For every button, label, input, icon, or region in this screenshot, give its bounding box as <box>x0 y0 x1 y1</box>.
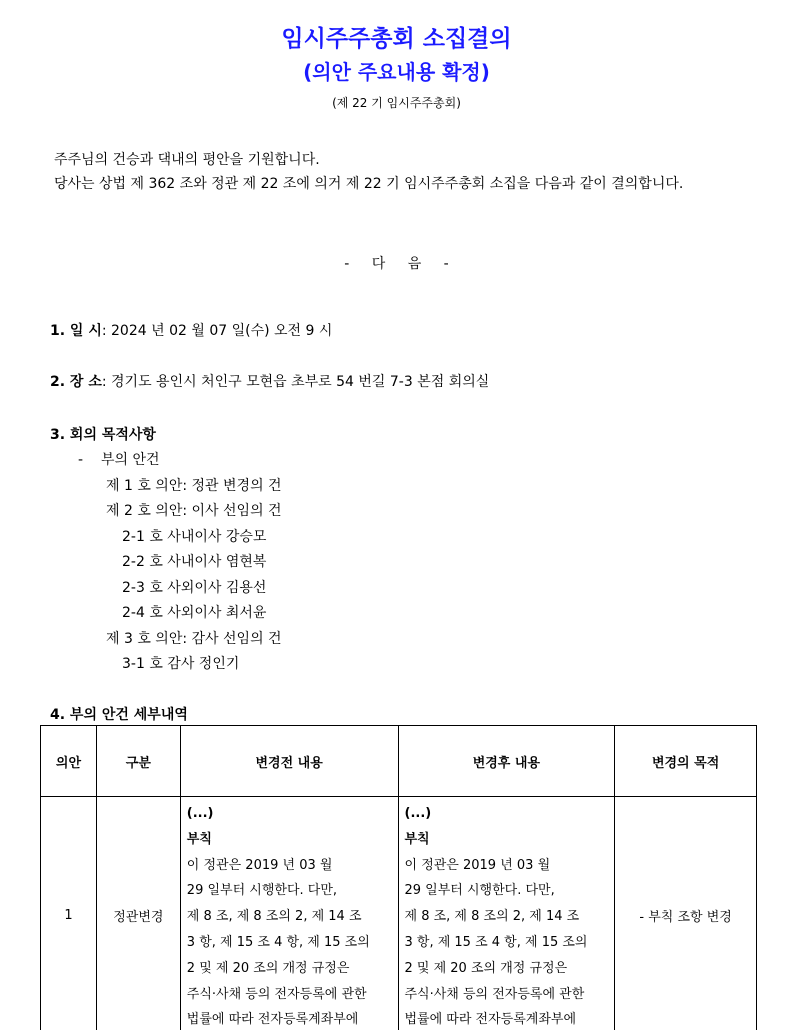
agenda-item: 제 3 호 의안: 감사 선임의 건 <box>106 630 282 647</box>
agenda-details-table <box>40 725 757 1030</box>
agenda-subitem: 2-3 호 사외이사 김용선 <box>122 579 267 596</box>
text-line: 법률에 따라 전자등록계좌부에 <box>404 1012 577 1028</box>
dash-marker: - <box>78 452 84 468</box>
header-purpose: 변경의 목적 <box>615 726 757 797</box>
addendum-heading: 부칙 <box>186 831 212 847</box>
text-line: 이 정관은 2019 년 03 월 <box>186 857 333 873</box>
table-header-row <box>41 726 757 797</box>
place-value: : 경기도 용인시 처인구 모현읍 초부로 54 번길 7-3 본점 회의실 <box>101 374 490 390</box>
cell-after <box>398 797 615 1030</box>
agenda-item: 제 2 호 의안: 이사 선임의 건 <box>106 503 282 519</box>
details-title: 4. 부의 안건 세부내역 <box>50 707 188 723</box>
meeting-datetime <box>50 320 332 340</box>
text-line: 이 정관은 2019 년 03 월 <box>404 857 551 873</box>
text-line: 29 일부터 시행한다. 다만, <box>404 883 555 899</box>
agenda-list <box>50 448 282 678</box>
ellipsis-text: (...) <box>404 806 432 821</box>
cell-category: 정관변경 <box>96 797 180 1030</box>
text-line: 3 항, 제 15 조 4 항, 제 15 조의 <box>186 934 370 950</box>
text-line: 법률에 따라 전자등록계좌부에 <box>186 1012 359 1028</box>
resolution-line: 당사는 상법 제 362 조와 정관 제 22 조에 의거 제 22 기 임시주주총회 소집을 다음과 같이 결의합니다. <box>54 176 684 192</box>
text-line: 주식·사채 등의 전자등록에 관한 <box>404 986 585 1002</box>
agenda-heading <box>50 448 282 474</box>
header-after: 변경후 내용 <box>398 726 615 797</box>
meeting-place <box>50 371 489 391</box>
header-before: 변경전 내용 <box>180 726 398 797</box>
text-line: 제 8 조, 제 8 조의 2, 제 14 조 <box>186 909 362 925</box>
text-line: 2 및 제 20 조의 개정 규정은 <box>404 960 568 976</box>
purpose-title: 3. 회의 목적사항 <box>50 427 156 443</box>
document-title: 임시주주총회 소집결의 <box>281 26 512 52</box>
cell-purpose: - 부칙 조항 변경 <box>615 797 757 1030</box>
datetime-value: : 2024 년 02 월 07 일(수) 오전 9 시 <box>101 323 333 339</box>
text-line: 2 및 제 20 조의 개정 규정은 <box>186 960 350 976</box>
text-line: 주식·사채 등의 전자등록에 관한 <box>186 986 367 1002</box>
header-category: 구분 <box>96 726 180 797</box>
intro-paragraph <box>50 148 740 196</box>
datetime-label: 1. 일 시 <box>50 323 102 339</box>
section-separator: - 다 음 - <box>344 256 449 272</box>
agenda-heading-label: 부의 안건 <box>101 452 160 468</box>
header-agenda-no: 의안 <box>41 726 97 797</box>
place-label: 2. 장 소 <box>50 374 102 390</box>
agenda-subitem: 2-4 호 사외이사 최서윤 <box>122 605 267 621</box>
document-subtitle: (의안 주요내용 확정) <box>303 60 490 84</box>
ellipsis-text: (...) <box>186 806 214 821</box>
agenda-item: 제 1 호 의안: 정관 변경의 건 <box>106 477 282 494</box>
text-line: 제 8 조, 제 8 조의 2, 제 14 조 <box>404 909 580 925</box>
text-line: 29 일부터 시행한다. 다만, <box>186 883 338 899</box>
agenda-subitem: 2-2 호 사내이사 염현복 <box>122 554 267 570</box>
agenda-subitem: 3-1 호 감사 정인기 <box>122 656 240 672</box>
greeting-line: 주주님의 건승과 댁내의 평안을 기원합니다. <box>54 152 320 168</box>
table-row <box>41 797 757 1030</box>
addendum-heading: 부칙 <box>404 831 430 847</box>
cell-agenda-no: 1 <box>41 797 97 1030</box>
text-line: 3 항, 제 15 조 4 항, 제 15 조의 <box>404 934 588 950</box>
agenda-subitem: 2-1 호 사내이사 강승모 <box>122 528 267 545</box>
session-label: (제 22 기 임시주주총회) <box>332 96 461 110</box>
cell-before <box>180 797 398 1030</box>
